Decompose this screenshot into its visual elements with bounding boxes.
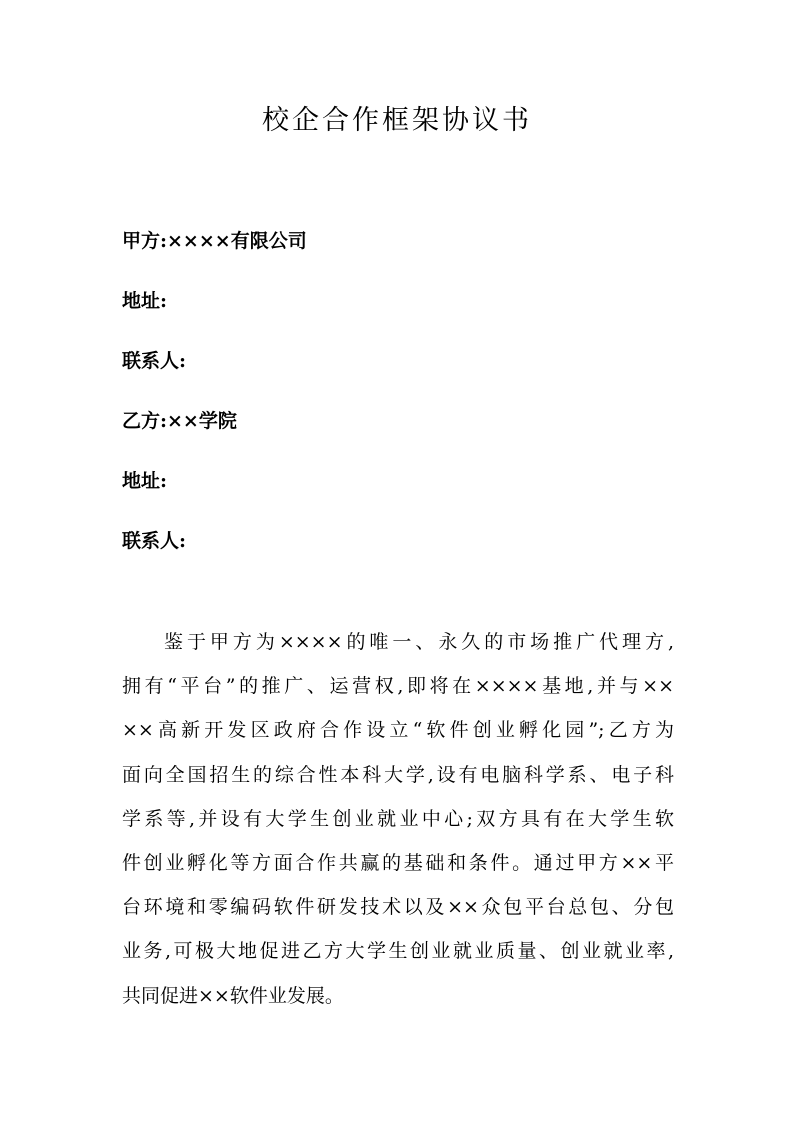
paragraph-line: 面向全国招生的综合性本科大学,设有电脑科学系、电子科 <box>122 763 674 786</box>
party-b-address: 地址: <box>122 470 168 492</box>
party-b-contact: 联系人: <box>122 530 187 552</box>
paragraph-line: 拥有“平台”的推广、运营权,即将在××××基地,并与×× <box>122 675 674 698</box>
party-a-name: 甲方:××××有限公司 <box>122 230 307 252</box>
document-title: 校企合作框架协议书 <box>262 105 532 136</box>
paragraph-line: 鉴于甲方为××××的唯一、永久的市场推广代理方, <box>164 631 674 653</box>
paragraph-line: 学系等,并设有大学生创业就业中心;双方具有在大学生软 <box>122 807 674 830</box>
paragraph-line: 件创业孵化等方面合作共赢的基础和条件。通过甲方××平 <box>122 851 674 874</box>
paragraph-line: 业务,可极大地促进乙方大学生创业就业质量、创业就业率, <box>122 940 674 963</box>
paragraph-line: 台环境和零编码软件研发技术以及××众包平台总包、分包 <box>122 896 674 919</box>
preamble-paragraph <box>122 620 674 1018</box>
party-a-contact: 联系人: <box>122 350 187 372</box>
party-a-address: 地址: <box>122 290 168 312</box>
party-b-name: 乙方:××学院 <box>122 410 237 432</box>
paragraph-line: 共同促进××软件业发展。 <box>122 984 344 1007</box>
paragraph-line: ××高新开发区政府合作设立“软件创业孵化园”;乙方为 <box>122 719 674 742</box>
